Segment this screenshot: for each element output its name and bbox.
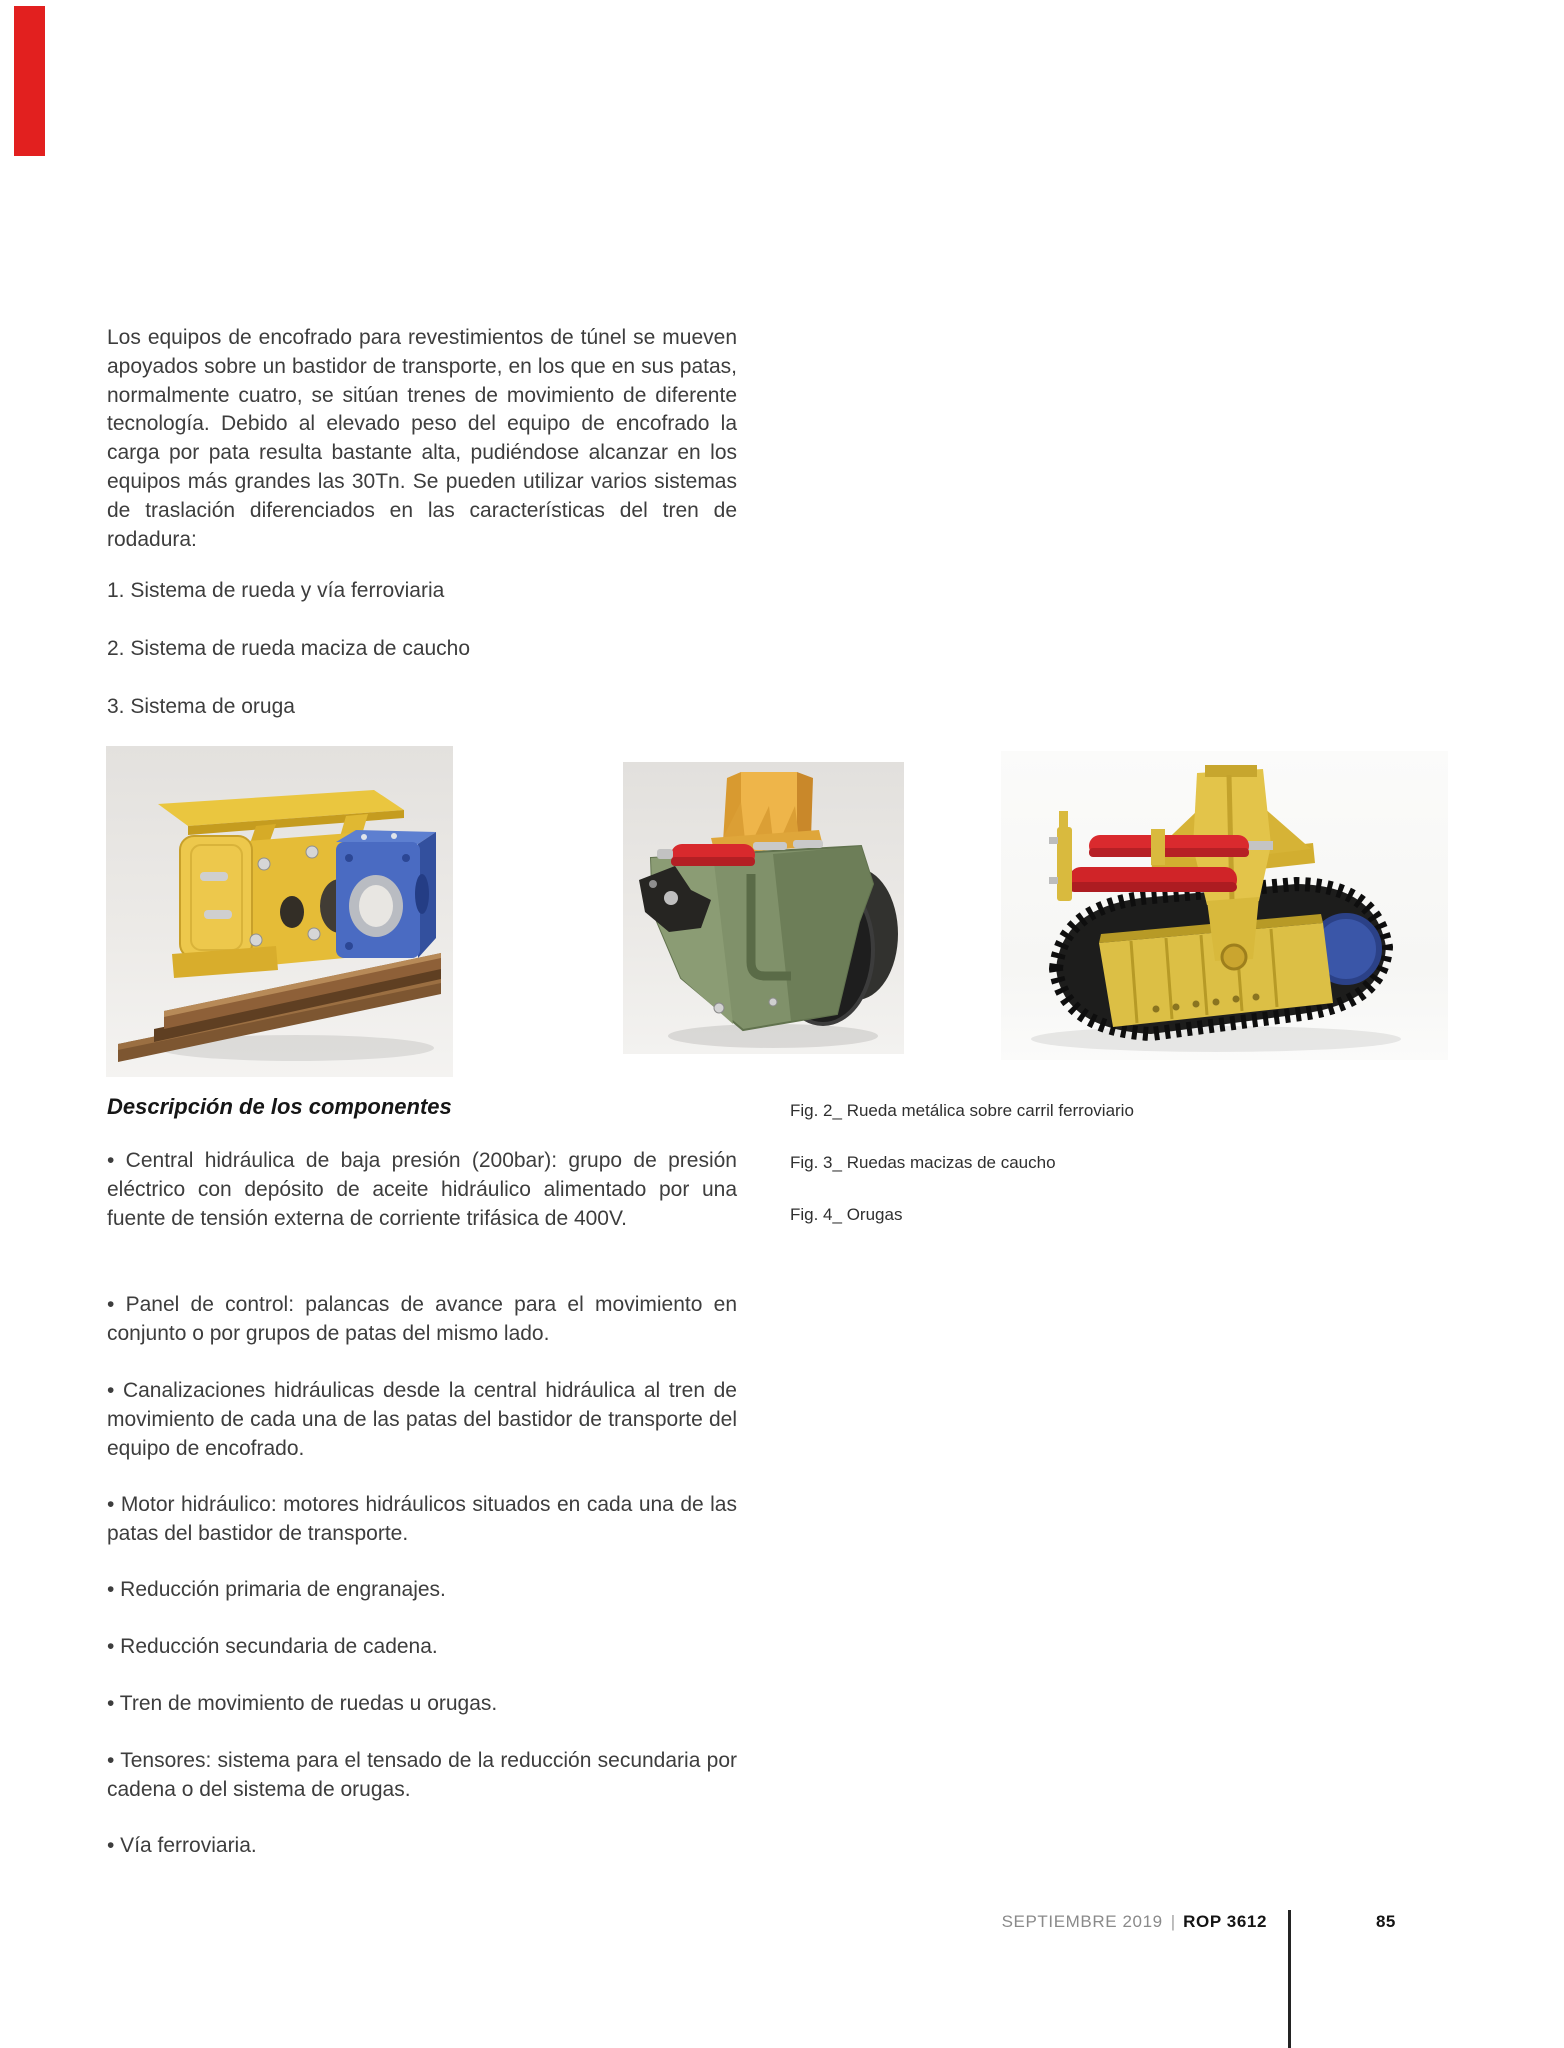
bullet-motor-hidraulico: • Motor hidráulico: motores hidráulicos situados en cada una de las patas del bastidor de transporte.: [107, 1493, 737, 1545]
figure-3-image-rubber-wheels: [623, 762, 904, 1054]
figure-2-caption: Fig. 2_ Rueda metálica sobre carril ferroviario: [790, 1101, 1134, 1120]
figure-3-caption: Fig. 3_ Ruedas macizas de caucho: [790, 1153, 1056, 1172]
green-housing: [651, 846, 873, 1030]
bullet-canalizaciones: • Canalizaciones hidráulicas desde la central hidráulica al tren de movimiento de cada una de las patas del bastidor de transporte del equipo de encofrado.: [107, 1379, 737, 1460]
footer-journal-reference: ROP 3612: [1183, 1912, 1267, 1931]
numbered-item-rail-system: 1. Sistema de rueda y vía ferroviaria: [107, 579, 445, 602]
bullet-central-hidraulica: • Central hidráulica de baja presión (200bar): grupo de presión eléctrico con depósito de aceite hidráulico alimentado por una fuente de tensión externa de corriente trifásica de 400V.: [107, 1149, 737, 1230]
bullet-tren-de-movimiento: • Tren de movimiento de ruedas u orugas.: [107, 1692, 498, 1715]
numbered-item-rubber-wheel-system: 2. Sistema de rueda maciza de caucho: [107, 637, 471, 660]
section-heading: Descripción de los componentes: [107, 1094, 452, 1119]
rail-wheel-illustration: [106, 746, 453, 1077]
bullet-reduccion-secundaria: • Reducción secundaria de cadena.: [107, 1635, 438, 1658]
rubber-wheels-illustration: [623, 762, 904, 1054]
blue-gearbox: [336, 830, 436, 958]
figure-2-image-rail-wheel: [106, 746, 453, 1077]
footer-separator: |: [1170, 1912, 1176, 1931]
figure-4-image-crawler-tracks: [1001, 751, 1448, 1060]
numbered-item-track-system: 3. Sistema de oruga: [107, 695, 295, 718]
footer-vertical-rule: [1288, 1910, 1291, 2048]
figure-4-caption: Fig. 4_ Orugas: [790, 1205, 903, 1224]
page-number: 85: [1376, 1912, 1396, 1931]
footer-issue-info: [1002, 1912, 1267, 1932]
crawler-tracks-illustration: [1001, 751, 1448, 1060]
bullet-panel-de-control: • Panel de control: palancas de avance para el movimiento en conjunto o por grupos de patas del mismo lado.: [107, 1293, 737, 1345]
red-corner-tab: [14, 6, 45, 156]
bullet-tensores: • Tensores: sistema para el tensado de la reducción secundaria por cadena o del sistema de orugas.: [107, 1749, 737, 1801]
bullet-reduccion-primaria: • Reducción primaria de engranajes.: [107, 1578, 446, 1601]
bullet-via-ferroviaria: • Vía ferroviaria.: [107, 1834, 257, 1857]
footer-issue-date: SEPTIEMBRE 2019: [1001, 1912, 1163, 1931]
intro-paragraph: Los equipos de encofrado para revestimientos de túnel se mueven apoyados sobre un bastidor de transporte, en los que en sus patas, normalmente cuatro, se sitúan trenes de movimiento de diferente tecnología. Debido al elevado peso del equipo de encofrado la carga por pata resulta bastante alta, pudiéndose alcanzar en los equipos más grandes las 30Tn. Se pueden utilizar varios sistemas de traslación diferenciados en las características del tren de rodadura:: [107, 326, 737, 551]
